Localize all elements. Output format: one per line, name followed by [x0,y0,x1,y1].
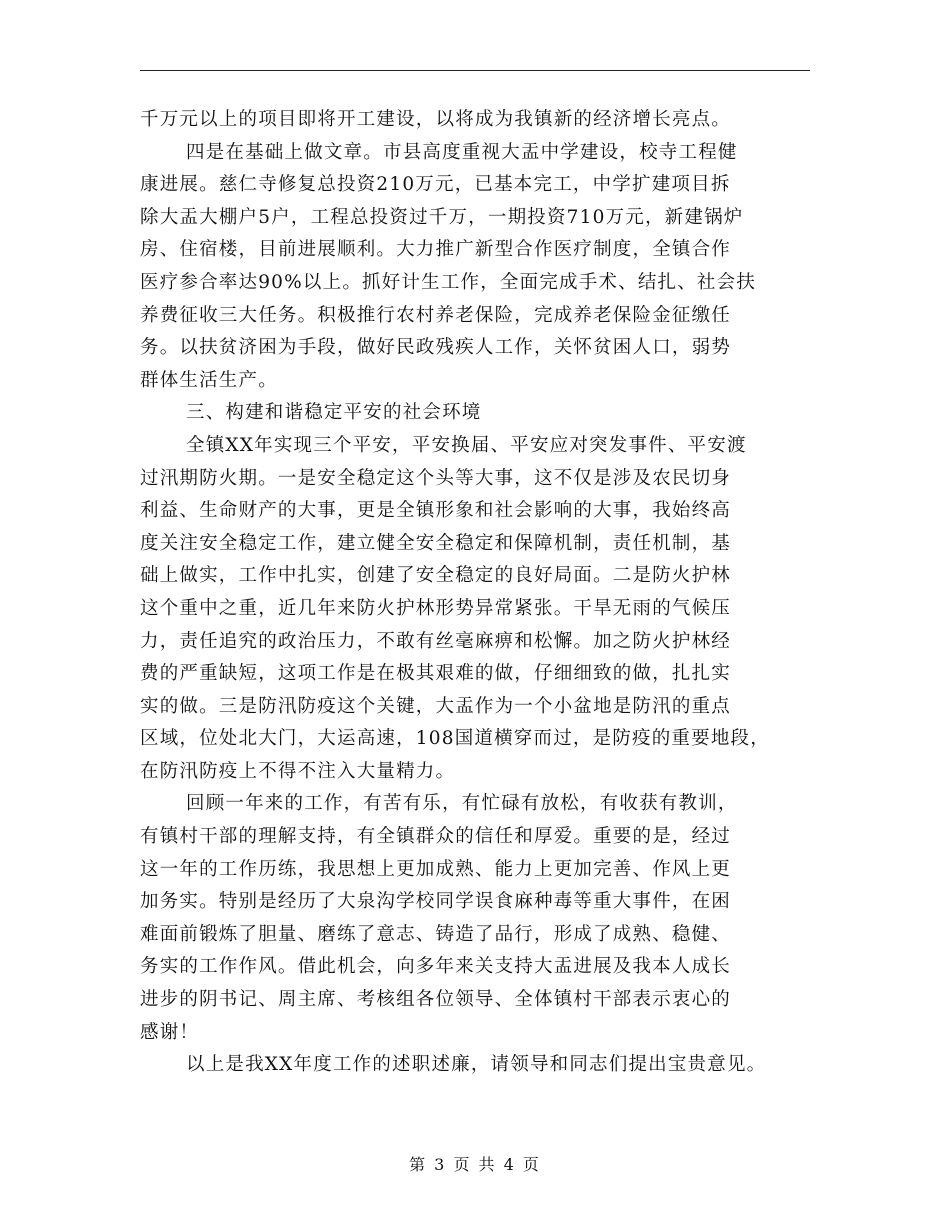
text-line: 养费征收三大任务。积极推行农村养老保险，完成养老保险金征缴任 [140,304,732,326]
text-line: 加务实。特别是经历了大泉沟学校同学误食麻种毒等重大事件，在困 [140,891,732,913]
text-line: 进步的阴书记、周主席、考核组各位领导、全体镇村干部表示衷心的 [140,989,732,1011]
text-line: 区域，位处北大门，大运高速，108国道横穿而过，是防疫的重要地段， [140,728,770,750]
text-line: 房、住宿楼，目前进展顺利。大力推广新型合作医疗制度，全镇合作 [140,239,732,261]
text-line: 实的做。三是防汛防疫这个关键，大盂作为一个小盆地是防汛的重点 [140,695,732,717]
text-line: 康进展。慈仁寺修复总投资210万元，已基本完工，中学扩建项目拆 [140,174,731,196]
text-line: 这个重中之重，近几年来防火护林形势异常紧张。干旱无雨的气候压 [140,597,732,619]
text-line: 费的严重缺短，这项工作是在极其艰难的做，仔细细致的做，扎扎实 [140,663,732,685]
document-body [140,104,830,1082]
text-line: 有镇村干部的理解支持，有全镇群众的信任和厚爱。重要的是，经过 [140,826,732,848]
text-line: 感谢！ [140,1021,200,1043]
text-line: 千万元以上的项目即将开工建设，以将成为我镇新的经济增长亮点。 [140,109,732,130]
text-line: 务。以扶贫济困为手段，做好民政残疾人工作，关怀贫困人口，弱势 [140,337,732,359]
text-line: 这一年的工作历练，我思想上更加成熟、能力上更加完善、作风上更 [140,858,732,880]
text-line: 回顾一年来的工作，有苦有乐，有忙碌有放松，有收获有教训， [186,793,738,815]
text-line: 四是在基础上做文章。市县高度重视大盂中学建设，校寺工程健 [186,141,738,163]
text-line: 三、构建和谐稳定平安的社会环境 [186,402,482,424]
text-line: 群体生活生产。 [140,369,278,391]
text-line: 在防汛防疫上不得不注入大量精力。 [140,760,456,782]
text-line: 利益、生命财产的大事，更是全镇形象和社会影响的大事，我始终高 [140,500,732,522]
header-rule [140,70,810,71]
text-line: 务实的工作作风。借此机会，向多年来关支持大盂进展及我本人成长 [140,956,732,978]
text-line: 医疗参合率达90%以上。抓好计生工作，全面完成手术、结扎、社会扶 [140,271,757,293]
text-line: 力，责任追究的政治压力，不敢有丝毫麻痹和松懈。加之防火护林经 [140,630,732,652]
text-line: 度关注安全稳定工作，建立健全安全稳定和保障机制，责任机制，基 [140,532,732,554]
text-line: 难面前锻炼了胆量、磨练了意志、铸造了品行，形成了成熟、稳健、 [140,923,732,945]
text-line: 以上是我XX年度工作的述职述廉，请领导和同志们提出宝贵意见。 [186,1054,767,1076]
text-line: 全镇XX年实现三个平安，平安换届、平安应对突发事件、平安渡 [186,434,747,456]
text-line: 过汛期防火期。一是安全稳定这个头等大事，这不仅是涉及农民切身 [140,467,732,489]
text-line: 除大盂大棚户5户，工程总投资过千万，一期投资710万元，新建锅炉 [140,206,744,228]
text-line: 础上做实，工作中扎实，创建了安全稳定的良好局面。二是防火护林 [140,565,732,587]
page-number: 第 3 页 共 4 页 [409,1155,541,1174]
